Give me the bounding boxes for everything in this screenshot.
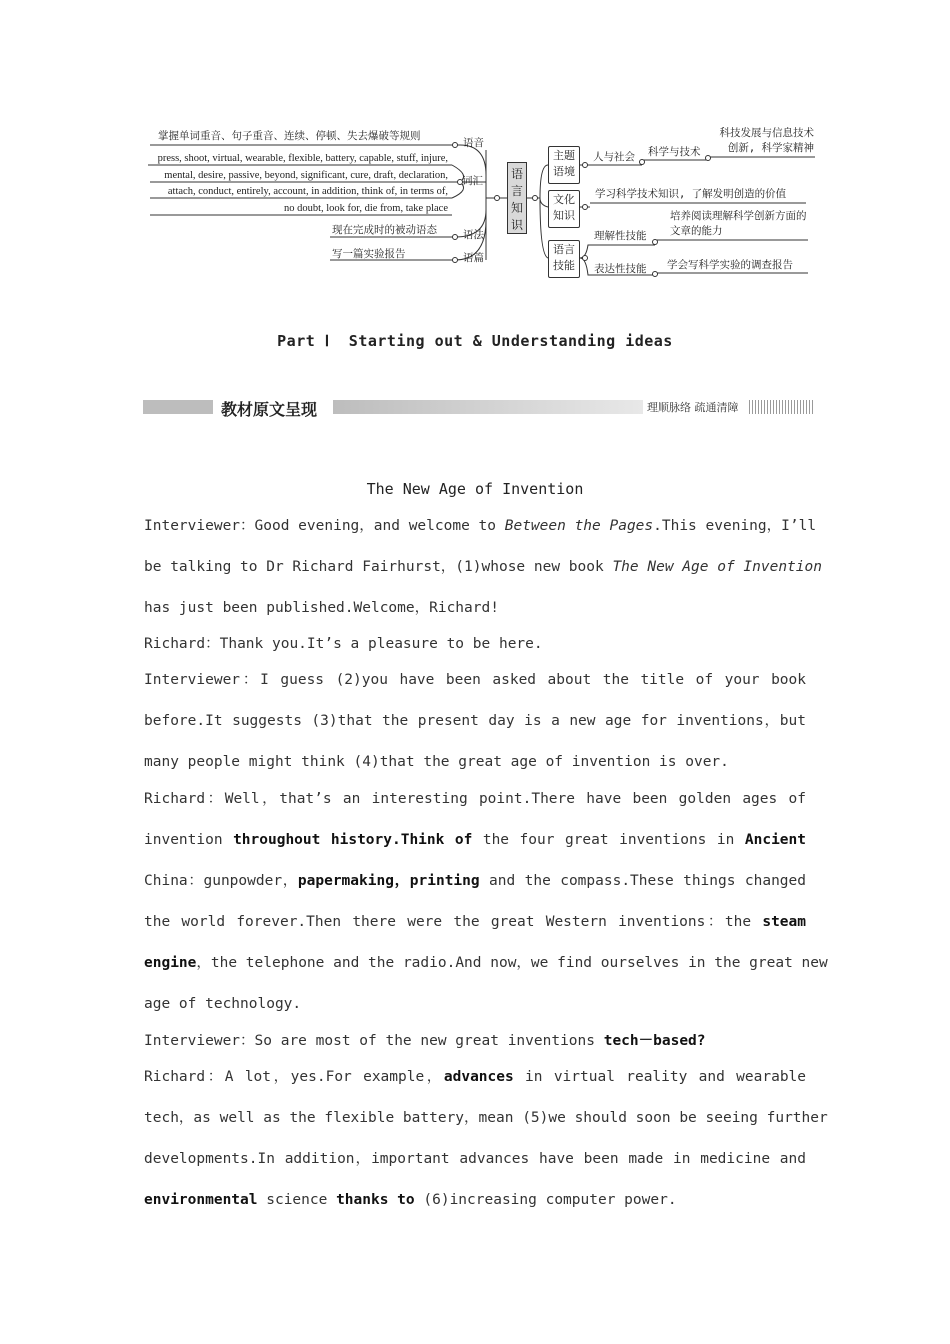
text: science (257, 1192, 337, 1208)
culture-box (548, 190, 580, 228)
text: be talking to Dr Richard Fairhurst，(1)whose new book (144, 559, 613, 575)
article-title: The New Age of Invention (366, 480, 584, 498)
p4-line-1: Richard：Well，that’s an interesting point.There have been golden ages of (144, 791, 806, 807)
text: Richard：A lot，yes.For example， (144, 1069, 444, 1085)
banner-left-bar (143, 400, 213, 414)
book-title: The New Age of Invention (612, 559, 822, 575)
text: invention (144, 832, 234, 848)
p6-line-3: developments.In addition，important advances have been made in medicine and (144, 1151, 806, 1167)
p4-line-3 (144, 871, 806, 912)
p4-line-2 (144, 830, 806, 871)
paragraph-3 (144, 670, 806, 788)
mind-map (0, 0, 950, 290)
banner-right-hatch (749, 400, 815, 414)
key-phrase: papermaking，printing (297, 873, 480, 889)
p3-line-2: before.It suggests (3)that the present day is a new age for inventions，but (144, 713, 806, 729)
culture-label: 文化知识 (553, 193, 575, 222)
text: China：gunpowder， (144, 873, 298, 889)
productive-skill-label: 表达性技能 (594, 263, 647, 275)
part-title: Part Ⅰ Starting out & Understanding ideas (277, 332, 673, 350)
text: ，the telephone and the radio.And now，we find ourselves in the great new (196, 955, 828, 971)
center-node-language-knowledge (507, 162, 527, 234)
grammar-label: 语法 (463, 229, 484, 241)
banner-subtitle: 理顺脉络 疏通清障 (643, 399, 743, 415)
culture-detail: 学习科学技术知识, 了解发明创造的价值 (595, 188, 787, 200)
vocab-line-3: attach, conduct, entirely, account, in addition, think of, in terms of, (167, 186, 448, 197)
key-phrase: throughout history.Think of (233, 832, 473, 848)
key-phrase: Ancient (744, 832, 806, 848)
p6-line-2: tech，as well as the flexible battery，mean (5)we should soon be seeing further (144, 1110, 828, 1126)
discourse-item: 写一篇实验报告 (332, 248, 406, 260)
key-phrase: advances (443, 1069, 514, 1085)
key-phrase: environmental (144, 1192, 258, 1208)
text: in virtual reality and wearable (513, 1069, 807, 1085)
p1-line-1 (144, 516, 817, 557)
paragraph-6 (144, 1067, 828, 1226)
p2-line-1: Richard：Thank you.It’s a pleasure to be here. (144, 636, 543, 652)
skills-label: 语言技能 (553, 243, 575, 272)
text: Interviewer：Good evening，and welcome to (144, 518, 505, 534)
skills-box (548, 240, 580, 278)
p5-line-1 (144, 1031, 806, 1067)
section-banner (143, 396, 815, 418)
pronunciation-item: 掌握单词重音、句子重音、连续、停顿、失去爆破等规则 (158, 130, 421, 142)
p4-line-6: age of technology. (144, 996, 302, 1012)
text: the world forever.Then there were the great Western inventions：the (144, 914, 763, 930)
vocab-line-1: press, shoot, virtual, wearable, flexible, battery, capable, stuff, injure, (157, 153, 448, 164)
p3-line-3: many people might think (4)that the great age of invention is over. (144, 754, 729, 770)
vocab-line-2: mental, desire, passive, beyond, significant, cure, draft, declaration, (164, 170, 448, 181)
center-node-label: 语言知识 (510, 167, 523, 232)
p4-line-5 (144, 953, 828, 994)
vocabulary-label: 词汇 (462, 175, 483, 187)
p3-line-1: Interviewer：I guess (2)you have been asked about the title of your book (144, 672, 806, 688)
p1-line-3: has just been published.Welcome，Richard! (144, 600, 499, 616)
grammar-item: 现在完成时的被动语态 (332, 224, 437, 236)
theme-box (548, 146, 580, 184)
theme-sub2: 科学与技术 (648, 146, 701, 158)
text: .This evening，I’ll (653, 518, 817, 534)
productive-skill-detail: 学会写科学实验的调查报告 (667, 259, 793, 271)
text: Interviewer：So are most of the new great inventions (144, 1033, 604, 1049)
p6-line-4 (144, 1190, 806, 1226)
vocab-line-4: no doubt, look for, die from, take place (283, 203, 448, 214)
receptive-skill-detail: 培养阅读理解科学创新方面的文章的能力 (670, 210, 807, 237)
discourse-label: 语篇 (463, 252, 484, 264)
paragraph-2 (144, 634, 806, 670)
paragraph-5 (144, 1031, 806, 1067)
p6-line-1 (144, 1067, 806, 1108)
text: and the compass.These things changed (479, 873, 806, 889)
program-title: Between the Pages (504, 518, 654, 534)
text: the four great inventions in (472, 832, 745, 848)
theme-detail: 科技发展与信息技术创新, 科学家精神 (719, 127, 814, 154)
key-phrase: tech－based? (603, 1033, 706, 1049)
paragraph-4 (144, 789, 828, 1030)
theme-sub: 人与社会 (593, 151, 635, 163)
receptive-skill-label: 理解性技能 (594, 230, 647, 242)
key-phrase: steam (762, 914, 806, 930)
theme-label: 主题语境 (553, 149, 575, 178)
pronunciation-label: 语音 (463, 137, 484, 149)
banner-middle-bar (333, 400, 643, 414)
banner-title: 教材原文呈现 (217, 397, 321, 420)
paragraph-1 (144, 516, 822, 634)
key-phrase: engine (144, 955, 197, 971)
text: (6)increasing computer power. (414, 1192, 677, 1208)
key-phrase: thanks to (336, 1192, 415, 1208)
p1-line-2 (144, 557, 822, 598)
p4-line-4 (144, 912, 806, 953)
